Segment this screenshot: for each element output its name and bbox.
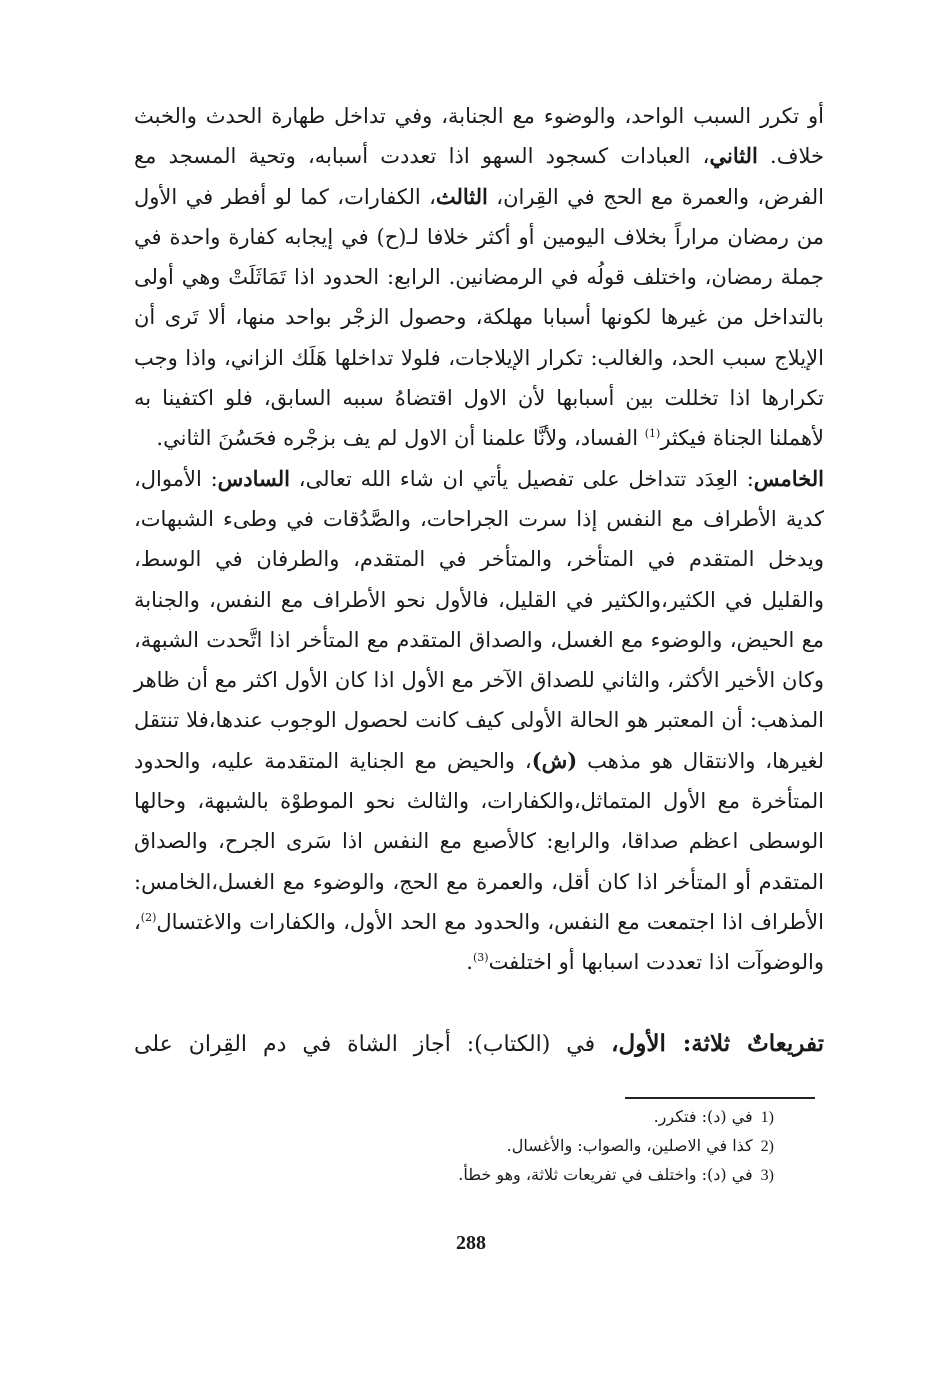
footnote-ref-2[interactable]: (2) <box>140 910 157 924</box>
text-segment: الفساد، ولأنَّا علمنا أن الاول لم يف بزجْره فحَسُنَ الثاني. <box>156 426 645 451</box>
footnote-1 <box>354 1103 774 1132</box>
footnote-ref-3[interactable]: (3) <box>472 951 489 965</box>
footnote-ref-1[interactable]: (1) <box>644 427 661 441</box>
bold-label-third: الثالث <box>435 183 488 209</box>
subheading <box>134 1024 824 1065</box>
text-segment: ، الكفارات، كما لو أفطر في الأول من رمضان مراراً بخلاف اليومين أو أكثر خلافا لـ(ح) في إيجابه كفارة واحدة في جملة رمضان، واختلف قولُه في الرمضانين. الرابع: الحدود اذا تَمَاثَلَتْ وهي أولى بالتداخل من غيرها لكونها أسبابا مهلكة، وحصول الزجْر بواحد منها، ألا تَرى أن الإيلاج سبب الحد، والغالب: تكرار الإيلاجات، فلولا تداخلها هَلَك الزاني، واذا وجب تكرارها اذا تخللت بين أسبابها لأن الاول اقتضاهُ سببه السابق، فلو اكتفينا به لأهملنا الجناة فيكثر <box>134 184 824 451</box>
footnote-separator <box>625 1097 815 1099</box>
bold-label-sh: (ش) <box>531 747 578 773</box>
main-text <box>134 96 824 983</box>
text-segment: ، العبادات كسجود السهو اذا تعددت أسبابه، وتحية المسجد مع الفرض، والعمرة مع الحج في القِران، <box>134 144 824 209</box>
footnote-number: 3) <box>760 1167 774 1184</box>
subheading-title: تفريعاتٌ ثلاثة: الأول، <box>611 1030 824 1057</box>
page-number: 288 <box>456 1232 486 1254</box>
paragraph-2 <box>134 459 824 983</box>
bold-label-second: الثاني <box>709 143 758 169</box>
footnote-text: كذا في الاصلين، والصواب: والأغسال. <box>506 1136 753 1155</box>
footnote-text: في (د): واختلف في تفريعات ثلاثة، وهو خطأ. <box>458 1165 753 1184</box>
footnote-text: في (د): فتكرر. <box>653 1107 753 1126</box>
subheading-text: في (الكتاب): أجاز الشاة في دم القِران على <box>134 1032 612 1057</box>
footnote-number: 2) <box>760 1138 774 1155</box>
text-segment: : العِدَد تتداخل على تفصيل يأتي ان شاء الله تعالى، <box>290 466 754 491</box>
footnotes-list <box>354 1103 774 1190</box>
bold-label-fifth: الخامس <box>753 465 824 491</box>
footnote-number: 1) <box>760 1109 774 1126</box>
text-segment: . <box>466 950 473 975</box>
text-segment: أو تكرر السبب الواحد، والوضوء مع الجنابة، وفي تداخل طهارة الحدث والخبث خلاف. <box>134 104 824 169</box>
paragraph-1 <box>134 96 824 459</box>
text-segment: ، والوضوآت اذا تعددت اسبابها أو اختلفت <box>134 909 824 975</box>
text-segment: : الأموال، كدية الأطراف مع النفس إذا سرت الجراحات، والصَّدُقات في وطىء الشبهات، ويدخل المتقدم في المتأخر، والمتأخر في المتقدم، والطرفان في الوسط، والقليل في الكثير،والكثير في القليل، فالأول نحو الأطراف مع النفس، والجنابة مع الحيض، والوضوء مع الغسل، والصداق المتقدم مع المتأخر اذا اتَّحدت الشبهة، وكان الأخير الأكثر، والثاني للصداق الآخر مع الأول اذا كان الأول اكثر مع أن ظاهر المذهب: أن المعتبر هو الحالة الأولى كيف كانت لحصول الوجوب عندها،فلا تنتقل لغيرها، والانتقال هو مذهب <box>134 466 824 773</box>
text-segment: ، والحيض مع الجناية المتقدمة عليه، والحدود المتأخرة مع الأول المتماثل،والكفارات، والثالث نحو الموطوْة بالشبهة، وحالها الوسطى اعظم صداقا، والرابع: كالأصبع مع النفس اذا سَرى الجرح، والصداق المتقدم أو المتأخر اذا كان أقل، والعمرة مع الحج، والوضوء مع الغسل،الخامس: الأطراف اذا اجتمعت مع النفس، والحدود مع الحد الأول، والكفارات والاغتسال <box>134 748 824 934</box>
footnote-3 <box>354 1161 774 1190</box>
footnote-2 <box>354 1132 774 1161</box>
bold-label-sixth: السادس <box>217 465 291 491</box>
